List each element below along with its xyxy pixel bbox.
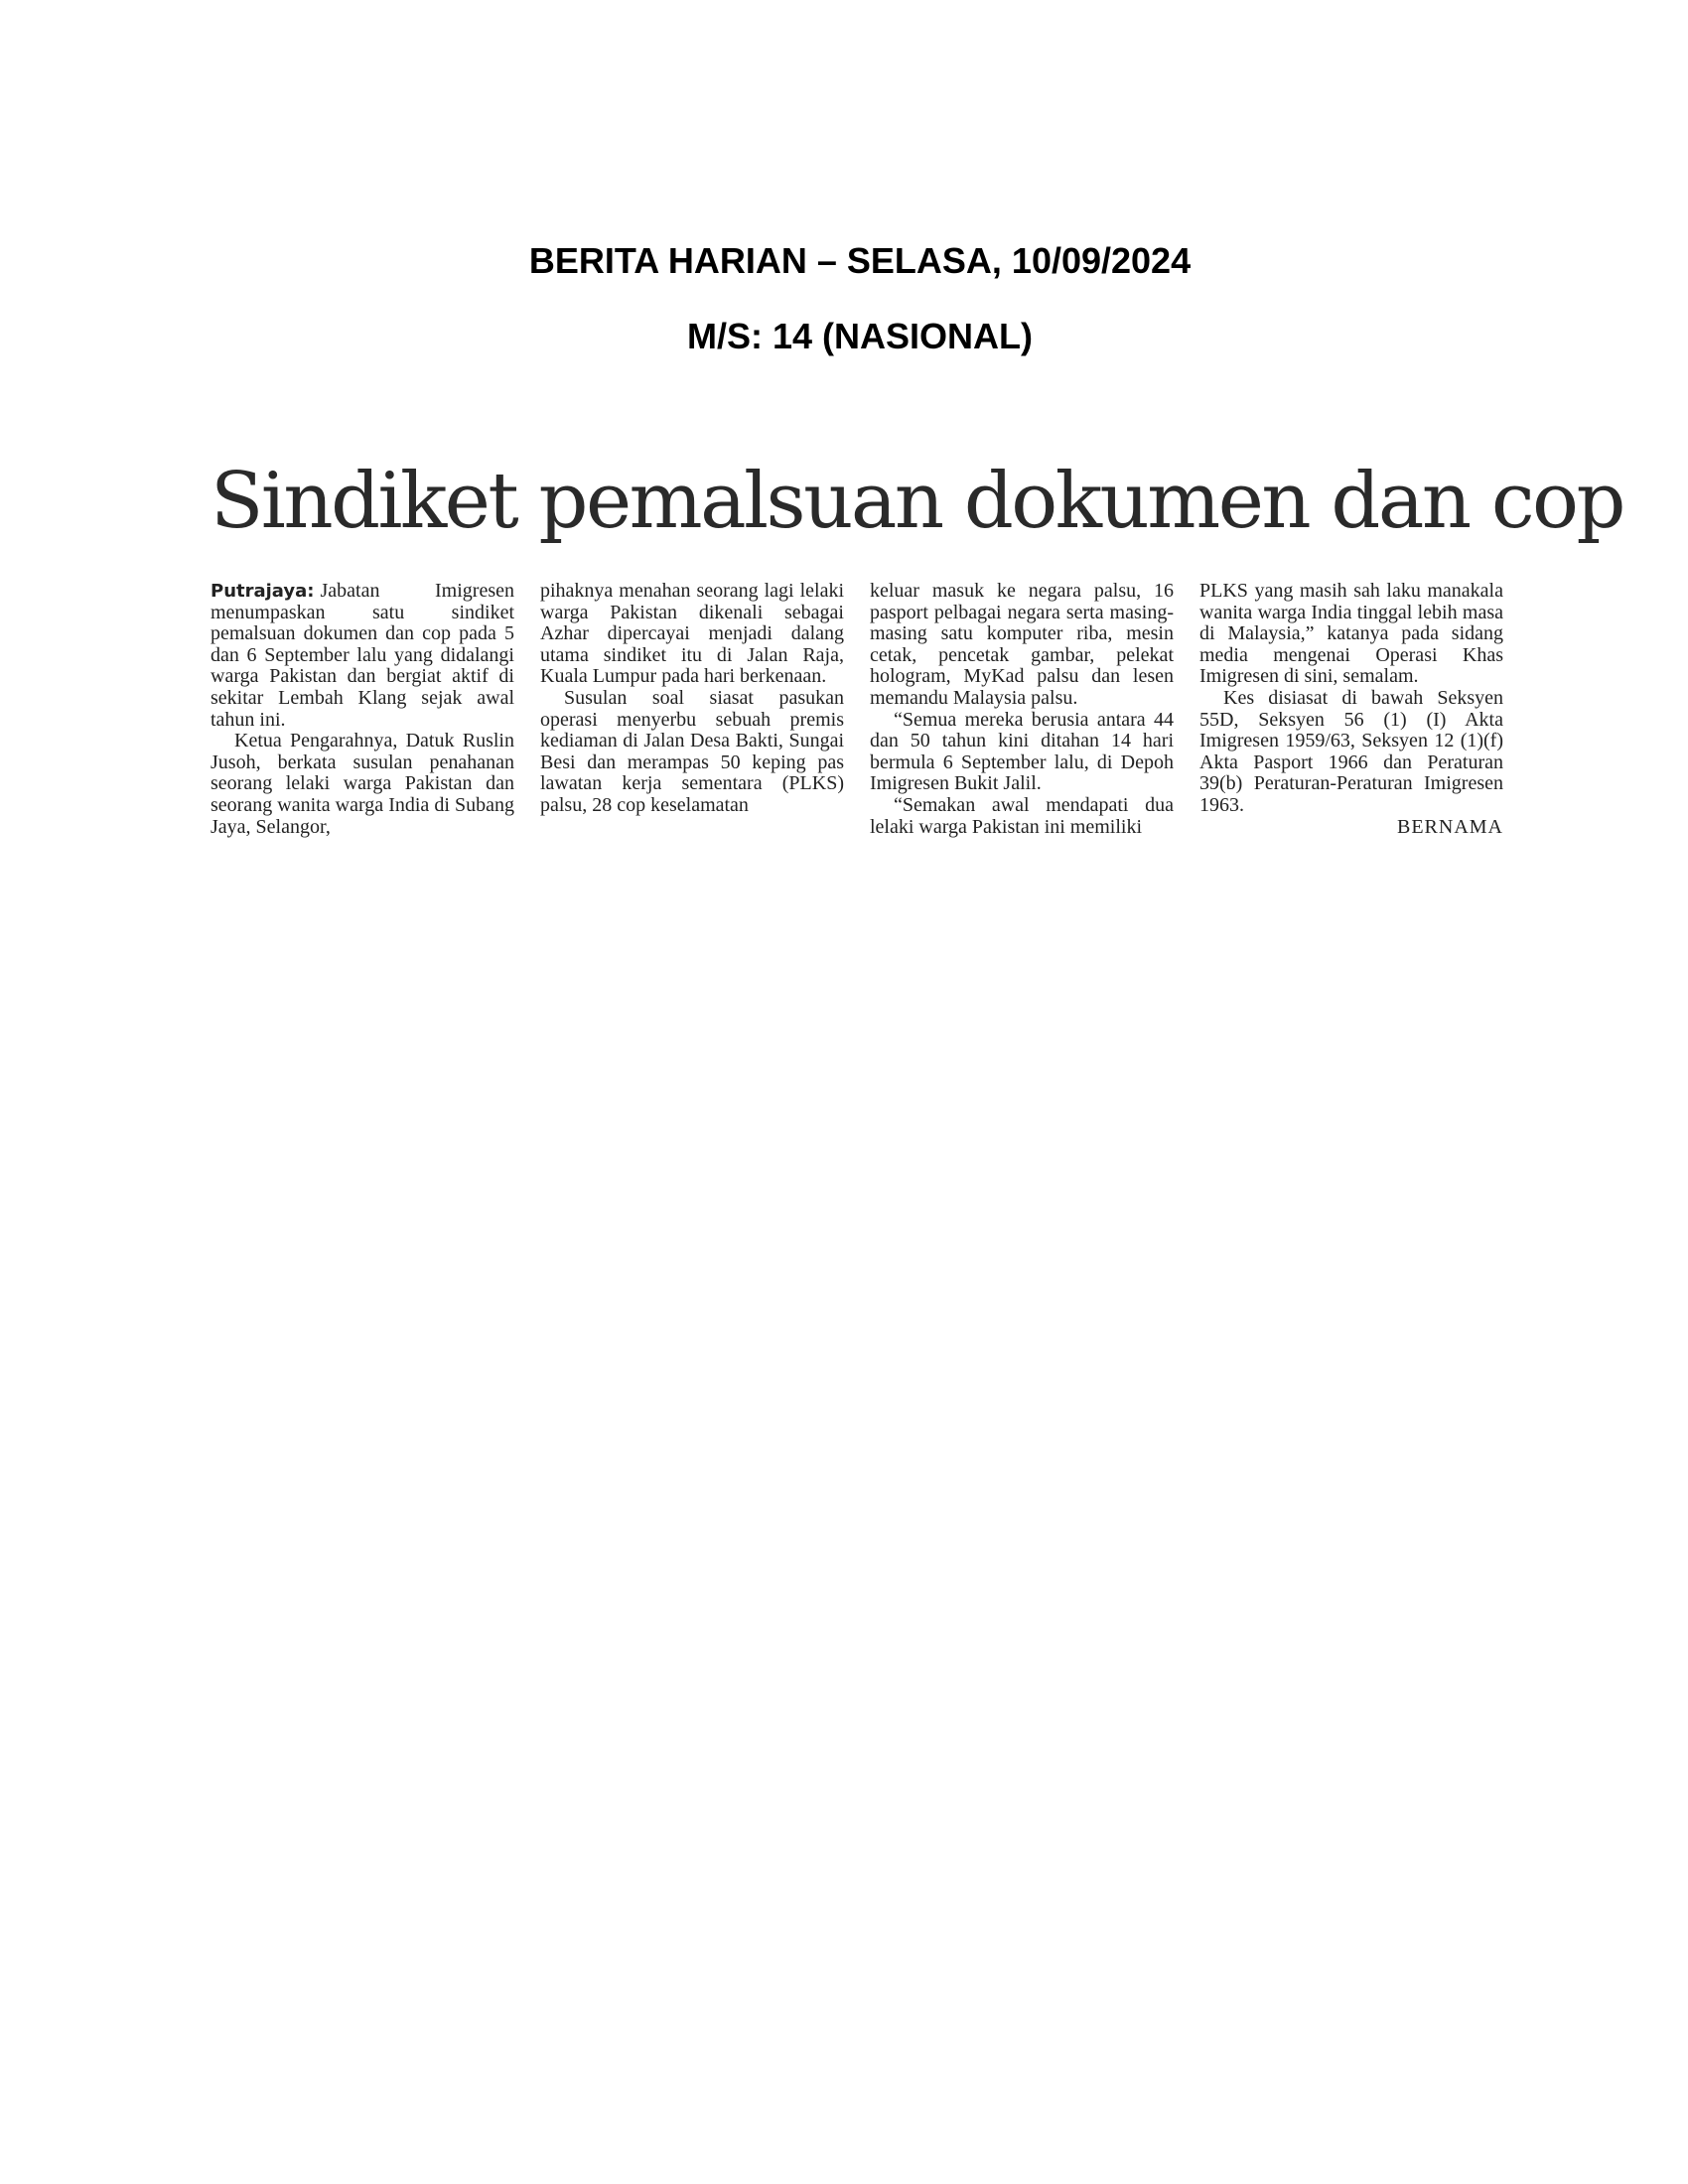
article-column-1 xyxy=(211,581,514,838)
article-dateline: Putrajaya: xyxy=(211,581,315,602)
news-article xyxy=(211,452,1623,838)
article-credit-row xyxy=(1199,817,1503,839)
article-column-2 xyxy=(540,581,844,838)
publication-header xyxy=(0,240,1688,356)
article-paragraph: keluar masuk ke negara palsu, 16 pasport pelbagai negara serta masing-masing satu komputer riba, mesin cetak, pencetak gambar, pelekat hologram, MyKad palsu dan lesen memandu Malaysia palsu. xyxy=(870,580,1174,709)
article-paragraph: Kes disiasat di bawah Seksyen 55D, Seksyen 56 (1) (I) Akta Imigresen 1959/63, Seksyen 12 (1)(f) Akta Pasport 1966 dan Peraturan 39(b) Peraturan-Peraturan Imigresen 1963. xyxy=(1199,686,1503,816)
article-paragraph: Ketua Pengarahnya, Datuk Ruslin Jusoh, berkata susulan penahanan seorang lelaki warga Pakistan dan seorang wanita warga India di Subang Jaya, Selangor, xyxy=(211,730,514,838)
news-agency-credit: BERNAMA xyxy=(1396,815,1503,838)
article-columns xyxy=(211,581,1503,838)
article-paragraph-text: Jabatan Imigresen menumpaskan satu sindiket pemalsuan dokumen dan cop pada 5 dan 6 September lalu yang didalangi warga Pakistan dan bergiat aktif di sekitar Lembah Klang sejak awal tahun ini. xyxy=(211,580,514,731)
publication-date-line: BERITA HARIAN – SELASA, 10/09/2024 xyxy=(528,240,1192,281)
article-headline: Sindiket pemalsuan dokumen dan cop xyxy=(211,457,1623,546)
article-column-4 xyxy=(1199,581,1503,838)
article-paragraph: “Semua mereka berusia antara 44 dan 50 tahun kini ditahan 14 hari bermula 6 September lalu, di Depoh Imigresen Bukit Jalil. xyxy=(870,708,1174,795)
article-paragraph: pihaknya menahan seorang lagi lelaki warga Pakistan dikenali sebagai Azhar dipercayai menjadi dalang utama sindiket itu di Jalan Raja, Kuala Lumpur pada hari berkenaan. xyxy=(540,580,844,688)
article-paragraph xyxy=(211,581,514,731)
page-section-line: M/S: 14 (NASIONAL) xyxy=(686,316,1033,356)
article-paragraph: PLKS yang masih sah laku manakala wanita warga India tinggal lebih masa di Malaysia,” katanya pada sidang media mengenai Operasi Khas Imigresen di sini, semalam. xyxy=(1199,580,1503,688)
article-column-3 xyxy=(870,581,1174,838)
article-paragraph: Susulan soal siasat pasukan operasi menyerbu sebuah premis kediaman di Jalan Desa Bakti, Sungai Besi dan merampas 50 keping pas lawatan kerja sementara (PLKS) palsu, 28 cop keselamatan xyxy=(540,686,844,816)
article-paragraph: “Semakan awal mendapati dua lelaki warga Pakistan ini memiliki xyxy=(870,793,1174,838)
